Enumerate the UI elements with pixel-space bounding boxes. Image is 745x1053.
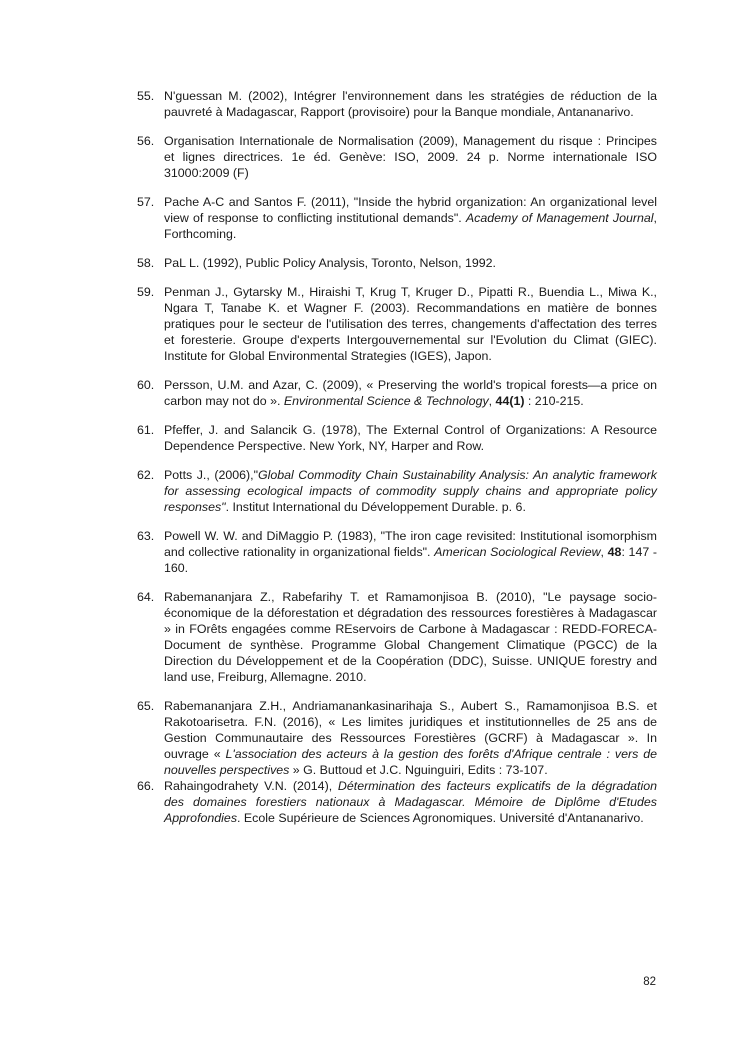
text-segment: , Forthcoming. [164,211,657,241]
reference-number: 59. [137,285,155,299]
text-segment: Pfeffer, J. and Salancik G. (1978), The External Control of Organizations: A Resource Dependence Perspective. New York, NY, Harper and Row. [164,423,657,453]
reference-text [164,285,657,363]
text-segment: Pache A-C and Santos F. (2011), "Inside the hybrid organization: An organizational level view of response to conflicting institutional demands". [164,195,657,225]
reference-number: 65. [137,699,155,713]
reference-text [164,529,657,575]
reference-number: 60. [137,378,155,392]
text-segment: . Ecole Supérieure de Sciences Agronomiques. Université d'Antananarivo. [237,811,644,825]
text-segment: , [600,545,608,559]
reference-text [164,423,657,453]
reference-item [137,589,657,685]
reference-text [164,779,657,825]
text-segment: Rahaingodrahety V.N. (2014), [164,779,338,793]
reference-text [164,134,657,180]
reference-item [137,778,657,826]
reference-number: 58. [137,256,155,270]
reference-text [164,468,657,514]
reference-text [164,590,657,684]
reference-list [137,88,657,839]
reference-item [137,422,657,454]
text-segment: : 147 - 160. [164,545,658,575]
text-segment: Powell W. W. and DiMaggio P. (1983), "The iron cage revisited: Institutional isomorphism and collective rationality in organizational fields". [164,529,657,559]
text-segment: Rabemananjara Z., Rabefarihy T. et Ramamonjisoa B. (2010), "Le paysage socio-économique de la déforestation et dégradation des ressources forestières à Madagascar » in FOrêts engagées comme REservoirs de Carbone à Madagascar : REDD-FORECA-Document de synthèse. Programme Global Changement Climatique (PGCC) de la Direction du Développement et de la Coopération (DDC), Suisse. UNIQUE forestry and land use, Freiburg, Allemagne. 2010. [164,590,657,684]
italic-segment: Environmental Science & Technology [283,394,489,408]
reference-text [164,195,657,241]
text-segment: Organisation Internationale de Normalisation (2009), Management du risque : Principes et lignes directrices. 1e éd. Genève: ISO, 2009. 24 p. Norme internationale ISO 31000:2009 (F) [164,134,657,180]
reference-number: 55. [137,89,155,103]
text-segment: » G. Buttoud et J.C. Nguinguiri, Edits : 73-107. [289,763,548,777]
text-segment: Potts J., (2006)," [164,468,258,482]
reference-text [164,378,657,408]
text-segment: Penman J., Gytarsky M., Hiraishi T, Krug T, Kruger D., Pipatti R., Buendia L., Miwa K., Ngara T, Tanabe K. et Wagner F. (2003). Recommandations en matière de bonnes pratiques pour le secteur de l'utilisation des terres, changements d'affectation des terres et foresterie. Groupe d'experts Intergouvernemental sur l'Evolution du Climat (GIEC). Institute for Global Environmental Strategies (IGES), Japon. [164,285,657,363]
reference-number: 66. [137,779,155,793]
text-segment: , [488,394,496,408]
text-segment: N'guessan M. (2002), Intégrer l'environnement dans les stratégies de réduction de la pauvreté à Madagascar, Rapport (provisoire) pour la Banque mondiale, Antananarivo. [164,89,657,119]
text-segment: . Institut International du Développement Durable. p. 6. [225,500,526,514]
reference-item [137,88,657,120]
reference-item [137,284,657,364]
reference-item [137,255,657,271]
page-number: 82 [643,976,656,988]
reference-item [137,528,657,576]
reference-number: 57. [137,195,155,209]
reference-number: 64. [137,590,155,604]
reference-text [164,89,657,119]
reference-item [137,377,657,409]
reference-number: 56. [137,134,155,148]
reference-item [137,698,657,778]
reference-item [137,133,657,181]
reference-item [137,467,657,515]
text-segment: PaL L. (1992), Public Policy Analysis, Toronto, Nelson, 1992. [164,256,496,270]
bold-segment: 48 [607,545,622,559]
italic-segment: Global Commodity Chain Sustainability Analysis: An analytic framework for assessing ecological impacts of commodity supply chains and appropriate policy responses" [164,468,657,514]
reference-item [137,194,657,242]
italic-segment: Academy of Management Journal [465,211,654,225]
italic-segment: Détermination des facteurs explicatifs de la dégradation des domaines forestiers nationaux à Madagascar. Mémoire de Diplôme d'Etudes Approfondies [164,779,657,825]
reference-number: 61. [137,423,155,437]
text-segment: Persson, U.M. and Azar, C. (2009), « Preserving the world's tropical forests—a price on carbon may not do ». [164,378,657,408]
reference-number: 62. [137,468,155,482]
reference-number: 63. [137,529,155,543]
reference-text [164,699,657,777]
italic-segment: American Sociological Review [434,545,601,559]
text-segment: Rabemananjara Z.H., Andriamanankasinarihaja S., Aubert S., Ramamonjisoa B.S. et Rakotoarisetra. F.N. (2016), « Les limites juridiques et institutionnelles de 25 ans de Gestion Communautaire des Ressources Forestières (GCRF) à Madagascar ». In ouvrage « [164,699,657,761]
reference-text [164,256,496,270]
text-segment: : 210-215. [524,394,584,408]
italic-segment: L'association des acteurs à la gestion des forêts d'Afrique centrale : vers de nouvelles perspectives [164,747,657,777]
bold-segment: 44(1) [495,394,525,408]
